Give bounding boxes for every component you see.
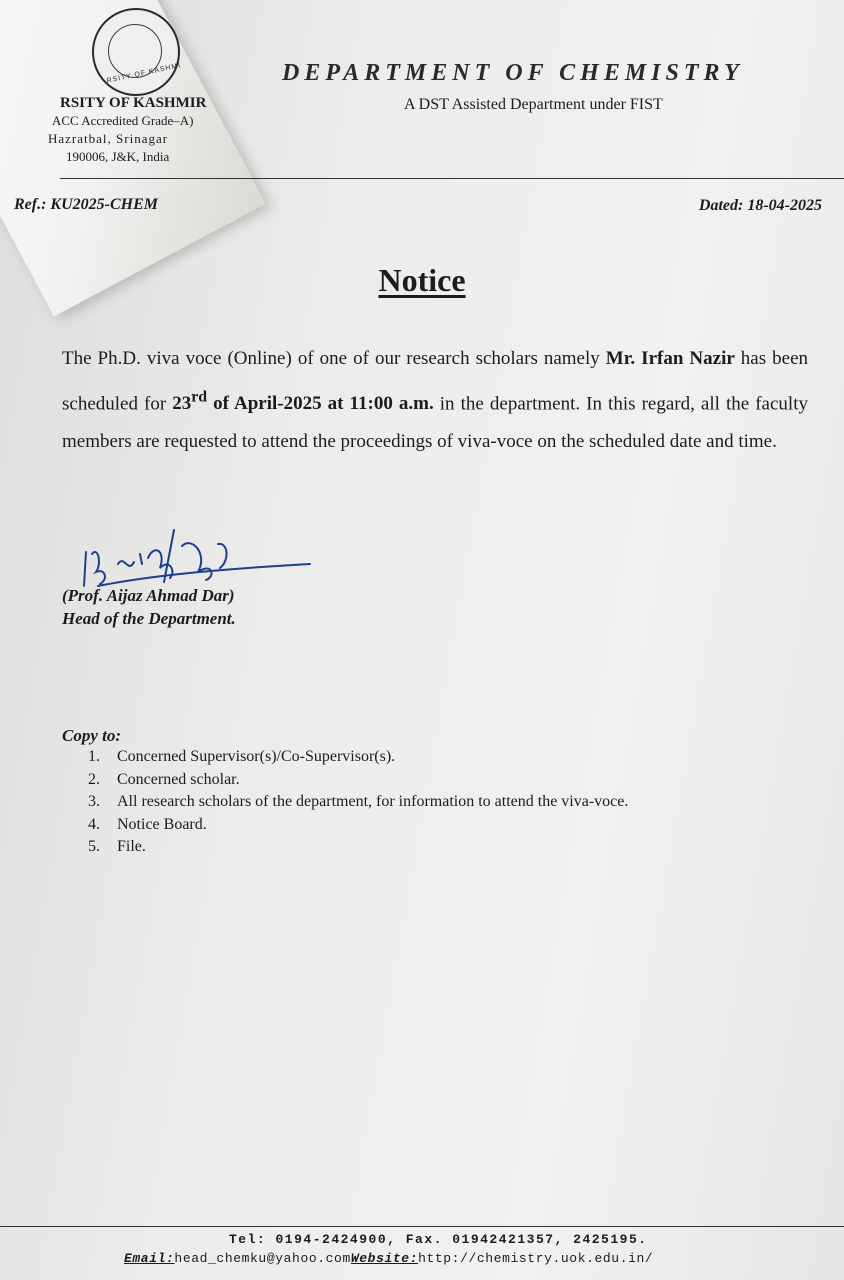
list-item-number: 3. bbox=[88, 793, 100, 810]
footer-divider bbox=[0, 1226, 844, 1227]
list-item-number: 5. bbox=[88, 838, 100, 855]
seal-text: RSITY OF KASHMI bbox=[106, 62, 182, 85]
university-seal-icon bbox=[92, 8, 180, 96]
university-address-block bbox=[48, 94, 206, 166]
list-item bbox=[88, 746, 628, 769]
footer-phone: Tel: 0194-2424900, Fax. 01942421357, 2425195. bbox=[229, 1232, 648, 1247]
body-part-1: The Ph.D. viva voce (Online) of one of our research scholars namely bbox=[62, 348, 600, 369]
university-name: RSITY OF KASHMIR bbox=[60, 95, 207, 111]
viva-date-rest: of April-2025 at 11:00 a.m. bbox=[207, 392, 434, 414]
header-divider bbox=[60, 178, 844, 179]
address-line-2: 190006, J&K, India bbox=[66, 149, 170, 164]
list-item bbox=[88, 791, 628, 814]
reference-number: Ref.: KU2025-CHEM bbox=[14, 196, 158, 213]
list-item-text: Concerned Supervisor(s)/Co-Supervisor(s). bbox=[117, 748, 396, 765]
website-link[interactable]: http://chemistry.uok.edu.in/ bbox=[418, 1251, 654, 1266]
list-item-text: File. bbox=[117, 838, 146, 855]
department-subtitle: A DST Assisted Department under FIST bbox=[404, 96, 663, 113]
signatory-name: (Prof. Aijaz Ahmad Dar) bbox=[62, 586, 235, 605]
department-title: DEPARTMENT OF CHEMISTRY bbox=[282, 60, 744, 86]
signatory-designation: Head of the Department. bbox=[62, 609, 236, 628]
list-item-text: Concerned scholar. bbox=[117, 770, 240, 788]
body-part-3: in the department. In this regard, all the faculty members are requested to attend the proceedings of viva-voce on the scheduled date and time. bbox=[62, 392, 808, 453]
notice-body bbox=[62, 340, 808, 462]
notice-title: Notice bbox=[378, 262, 466, 298]
viva-day-suffix: rd bbox=[191, 388, 208, 406]
list-item-text: Notice Board. bbox=[117, 815, 207, 833]
address-line-1: Hazratbal, Srinagar bbox=[48, 131, 169, 146]
footer-contact bbox=[124, 1251, 653, 1266]
body-part-2: has been scheduled for bbox=[62, 348, 808, 414]
viva-date bbox=[172, 388, 434, 414]
list-item-number: 1. bbox=[88, 748, 100, 765]
list-item-number: 2. bbox=[88, 770, 100, 788]
viva-day: 23 bbox=[172, 392, 192, 414]
list-item bbox=[88, 836, 628, 859]
scholar-name: Mr. Irfan Nazir bbox=[605, 348, 735, 369]
notice-date: Dated: 18-04-2025 bbox=[698, 197, 822, 214]
website-label: Website: bbox=[350, 1251, 419, 1266]
list-item bbox=[88, 814, 628, 837]
copy-to-label: Copy to: bbox=[62, 726, 122, 745]
list-item-number: 4. bbox=[88, 815, 100, 833]
handwritten-signature bbox=[78, 524, 318, 594]
list-item-text: All research scholars of the department, for information to attend the viva-voce. bbox=[117, 793, 629, 810]
email-address[interactable]: head_chemku@yahoo.com bbox=[174, 1251, 351, 1266]
accreditation: ACC Accredited Grade–A) bbox=[52, 113, 194, 128]
email-label: Email: bbox=[124, 1251, 175, 1266]
list-item bbox=[88, 769, 628, 792]
copy-to-list bbox=[88, 746, 628, 859]
